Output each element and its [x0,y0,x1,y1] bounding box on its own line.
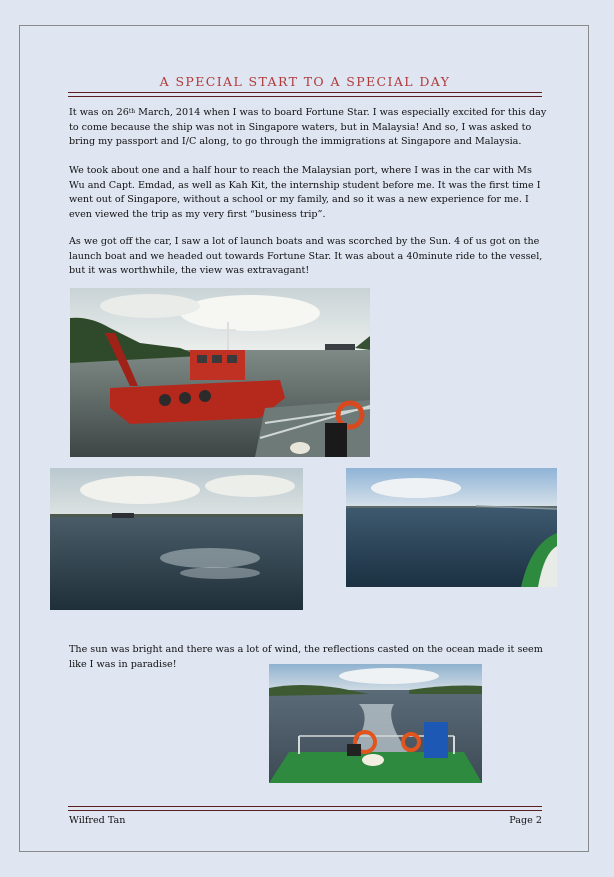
paragraph-2: We took about one and a half hour to reach the Malaysian port, where I was in the car with Ms Wu and Capt. Emdad, as well as Kah Kit, the internship student before me. It was the first time I went out of Singapore, without a school or my family, and so it was a new experience for me. I even viewed the trip as my very first “business trip”. [69,165,541,220]
footer-page-number: Page 2 [509,815,542,826]
paragraph-1 [69,106,547,150]
paragraph-1-start: It was on 26 [69,107,129,118]
footer-author: Wilfred Tan [69,815,126,826]
paragraph-1-superscript: th [128,108,136,115]
photo-tugboat [70,288,370,457]
footer-rule [68,806,542,811]
title-underline [68,92,542,97]
photo-bridge-view [346,468,557,587]
photo-deck-wake [269,664,482,783]
page-title: A SPECIAL START TO A SPECIAL DAY [159,74,451,89]
paragraph-4: The sun was bright and there was a lot of wind, the reflections casted on the ocean made it seem like I was in paradise! [69,644,543,670]
paragraph-3: As we got off the car, I saw a lot of launch boats and was scorched by the Sun. 4 of us got on the launch boat and we headed out towards Fortune Star. It was about a 40minute ride to the vessel, but it was worthwhile, the view was extravagant! [69,236,543,276]
paragraph-1-rest: March, 2014 when I was to board Fortune Star. I was especially excited for this day to come because the ship was not in Singapore waters, but in Malaysia! And so, I was asked to bring my passport and I/C along, to go through the immigrations at Singapore and Malaysia. [69,107,547,147]
photo-open-sea [50,468,303,610]
